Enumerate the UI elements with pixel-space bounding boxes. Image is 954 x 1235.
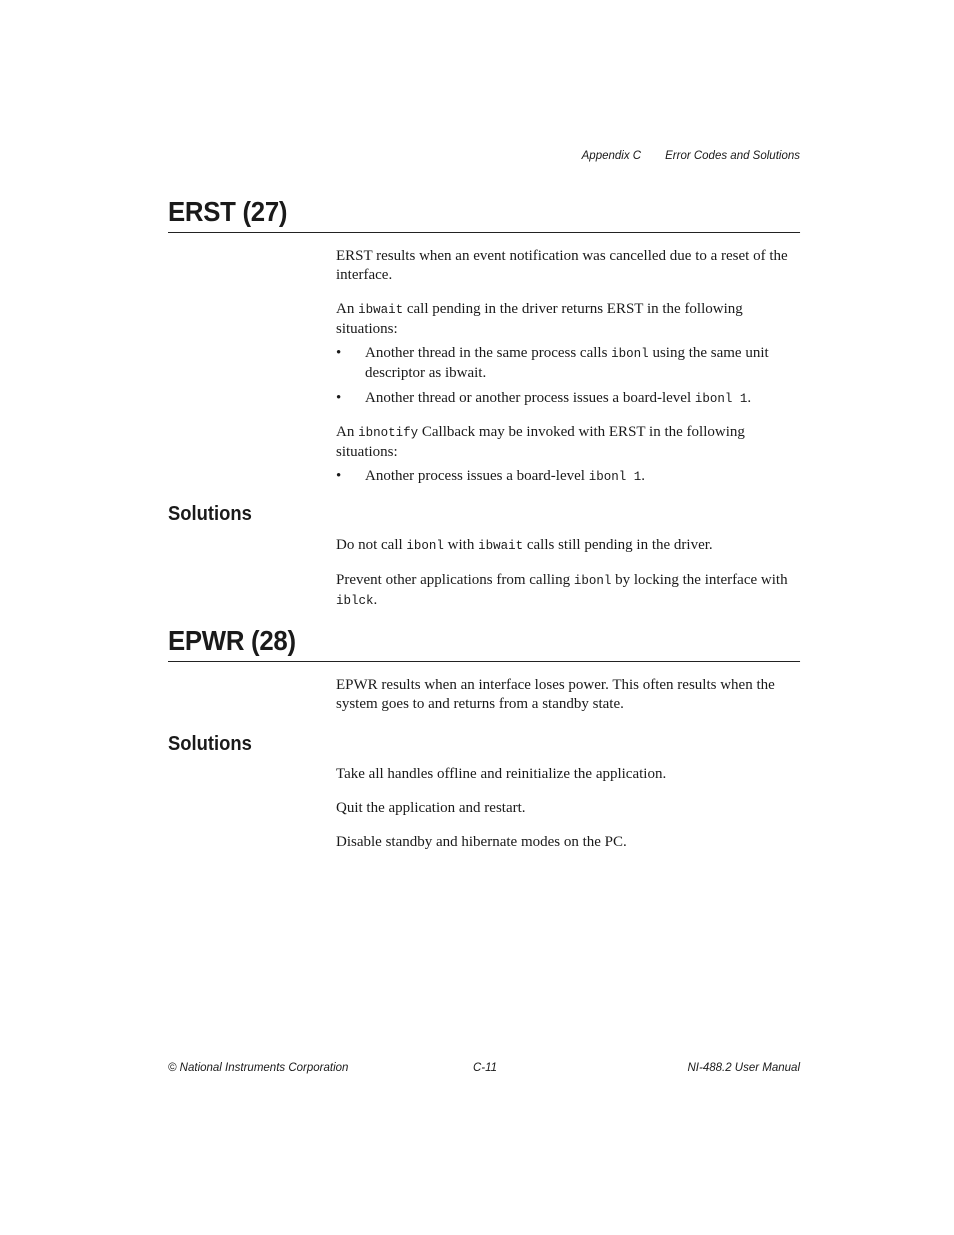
code-ibnotify: ibnotify (358, 426, 419, 440)
epwr-body (336, 676, 800, 714)
erst-body (336, 247, 800, 493)
epwr-solutions-body (336, 765, 800, 852)
erst-bullet-list-2 (336, 467, 800, 487)
erst-solution-2: Prevent other applications from calling ibonl by locking the interface with iblck. (336, 572, 788, 608)
epwr-intro: EPWR results when an interface loses power. This often results when the system goes to and returns from a standby state. (336, 677, 775, 712)
list-item: • Another thread or another process issues a board-level ibonl 1. (336, 390, 752, 406)
header-chapter: Error Codes and Solutions (665, 150, 800, 162)
list-item: • Another process issues a board-level ibonl 1. (336, 468, 645, 484)
footer-page-number: C-11 (473, 1062, 498, 1074)
erst-solution-1: Do not call ibonl with ibwait calls still pending in the driver. (336, 537, 713, 553)
erst-intro: ERST results when an event notification was cancelled due to a reset of the interface. (336, 248, 788, 283)
epwr-solution-3: Disable standby and hibernate modes on the PC. (336, 834, 627, 850)
epwr-heading: EPWR (28) (168, 625, 800, 662)
erst-paragraph-ibnotify: An ibnotify Callback may be invoked with ERST in the following situations: (336, 424, 745, 460)
list-item: • Another thread in the same process calls ibonl using the same unit descriptor as ibwait. (336, 345, 769, 381)
header-appendix: Appendix C (581, 150, 642, 162)
erst-heading: ERST (27) (168, 196, 800, 233)
code-ibwait: ibwait (358, 303, 404, 317)
erst-bullet-list-1 (336, 344, 800, 409)
running-header (582, 150, 800, 162)
epwr-solution-1: Take all handles offline and reinitialize the application. (336, 766, 667, 782)
erst-paragraph-ibwait: An ibwait call pending in the driver returns ERST in the following situations: (336, 301, 743, 337)
epwr-solution-2: Quit the application and restart. (336, 800, 526, 816)
erst-solutions-body (336, 536, 800, 611)
epwr-solutions-heading: Solutions (168, 733, 252, 755)
footer-right: NI-488.2 User Manual (687, 1062, 800, 1074)
footer-left: © National Instruments Corporation (168, 1062, 349, 1074)
erst-solutions-heading: Solutions (168, 503, 252, 525)
